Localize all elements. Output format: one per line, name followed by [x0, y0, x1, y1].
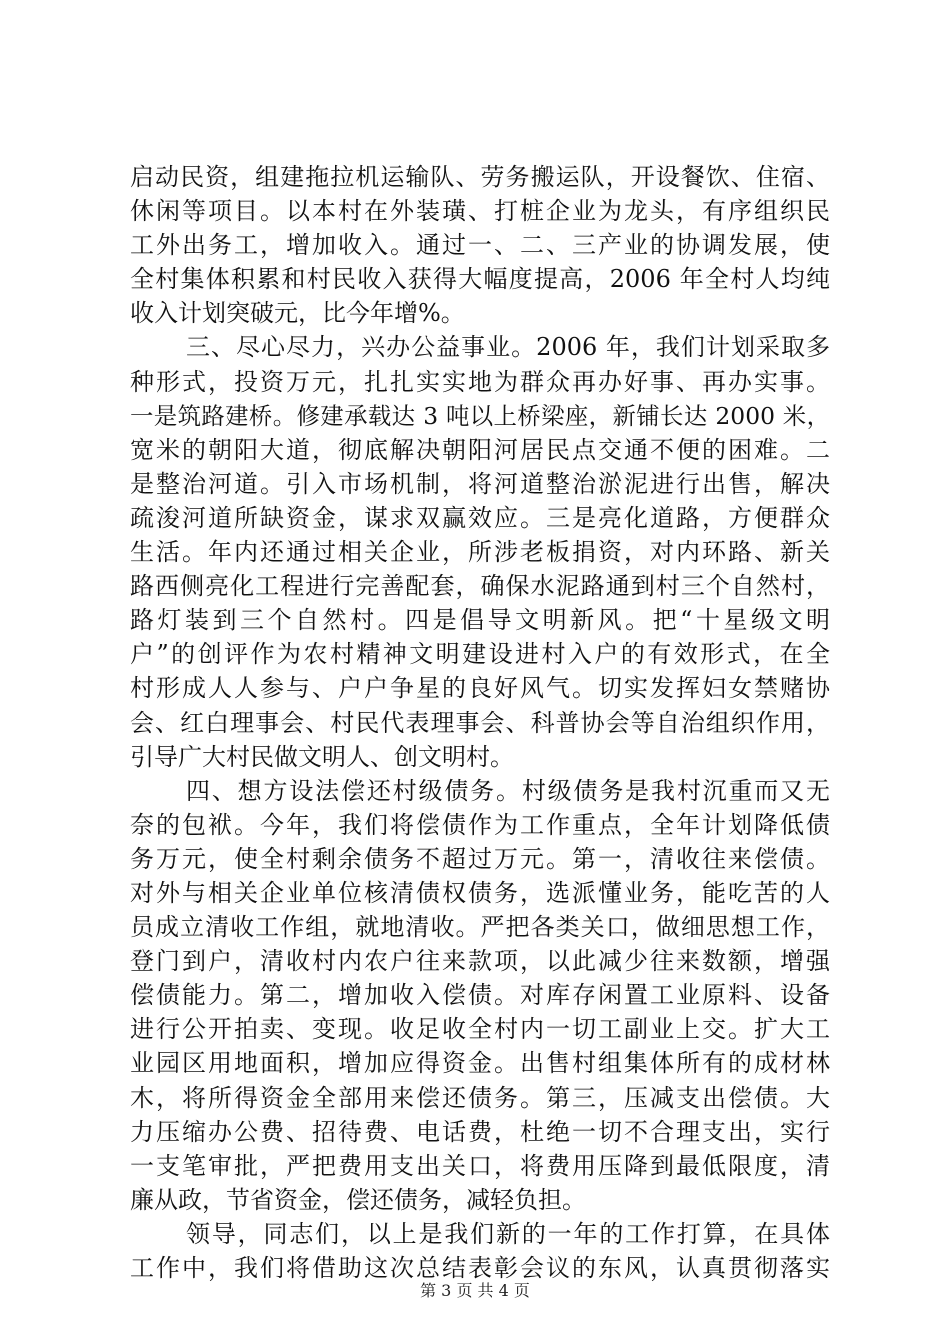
text-line: 三、尽心尽力，兴办公益事业。2006 年，我们计划采取多: [186, 333, 830, 362]
text-line: 四、想方设法偿还村级债务。村级债务是我村沉重而又无: [186, 776, 830, 805]
text-line: 奈的包袱。今年，我们将偿债作为工作重点，全年计划降低债: [130, 810, 830, 839]
text-line: 进行公开拍卖、变现。收足收全村内一切工副业上交。扩大工: [130, 1015, 830, 1044]
text-line: 引导广大村民做文明人、创文明村。: [130, 742, 514, 771]
text-line: 工外出务工，增加收入。通过一、二、三产业的协调发展，使: [130, 231, 830, 260]
text-line: 登门到户，清收村内农户往来款项，以此减少往来数额，增强: [130, 947, 830, 976]
text-line: 一是筑路建桥。修建承载达 3 吨以上桥梁座，新铺长达 2000 米，: [130, 401, 830, 430]
page-footer: [0, 1280, 950, 1302]
text-line: 工作中，我们将借助这次总结表彰会议的东风，认真贯彻落实: [130, 1254, 830, 1282]
text-line: 领导，同志们，以上是我们新的一年的工作打算，在具体: [186, 1219, 830, 1248]
text-line: 木，将所得资金全部用来偿还债务。第三，压减支出偿债。大: [130, 1083, 830, 1112]
text-line: 是整治河道。引入市场机制，将河道整治淤泥进行出售，解决: [130, 469, 830, 498]
text-line: 宽米的朝阳大道，彻底解决朝阳河居民点交通不便的困难。二: [130, 435, 830, 464]
text-line: 会、红白理事会、村民代表理事会、科普协会等自治组织作用，: [130, 708, 830, 737]
text-line: 全村集体积累和村民收入获得大幅度提高，2006 年全村人均纯: [130, 265, 830, 294]
text-line: 休闲等项目。以本村在外装璜、打桩企业为龙头，有序组织民: [130, 197, 830, 226]
text-line: 路西侧亮化工程进行完善配套，确保水泥路通到村三个自然村，: [130, 572, 830, 601]
text-line: 收入计划突破元，比今年增%。: [130, 299, 465, 328]
text-line: 业园区用地面积，增加应得资金。出售村组集体所有的成材林: [130, 1049, 830, 1078]
text-line: 员成立清收工作组，就地清收。严把各类关口，做细思想工作，: [130, 913, 830, 942]
text-line: 启动民资，组建拖拉机运输队、劳务搬运队，开设餐饮、住宿、: [130, 163, 830, 191]
text-line: 种形式，投资万元，扎扎实实地为群众再办好事、再办实事。: [130, 367, 830, 396]
text-line: 户”的创评作为农村精神文明建设进村入户的有效形式，在全: [130, 640, 830, 669]
document-body: [130, 160, 830, 1285]
text-line: 廉从政，节省资金，偿还债务，减轻负担。: [130, 1185, 586, 1214]
text-line: 力压缩办公费、招待费、电话费，杜绝一切不合理支出，实行: [130, 1117, 830, 1146]
text-line: 一支笔审批，严把费用支出关口，将费用压降到最低限度，清: [130, 1151, 830, 1180]
page-number: 第 3 页 共 4 页: [420, 1281, 530, 1300]
text-line: 生活。年内还通过相关企业，所涉老板捐资，对内环路、新关: [130, 538, 830, 567]
text-line: 务万元，使全村剩余债务不超过万元。第一，清收往来偿债。: [130, 844, 830, 873]
text-line: 村形成人人参与、户户争星的良好风气。切实发挥妇女禁赌协: [130, 674, 830, 703]
text-line: 偿债能力。第二，增加收入偿债。对库存闲置工业原料、设备: [130, 981, 830, 1010]
text-line: 疏浚河道所缺资金，谋求双赢效应。三是亮化道路，方便群众: [130, 503, 830, 532]
text-line: 路灯装到三个自然村。四是倡导文明新风。把“十星级文明: [130, 606, 830, 635]
text-line: 对外与相关企业单位核清债权债务，选派懂业务，能吃苦的人: [130, 878, 830, 907]
